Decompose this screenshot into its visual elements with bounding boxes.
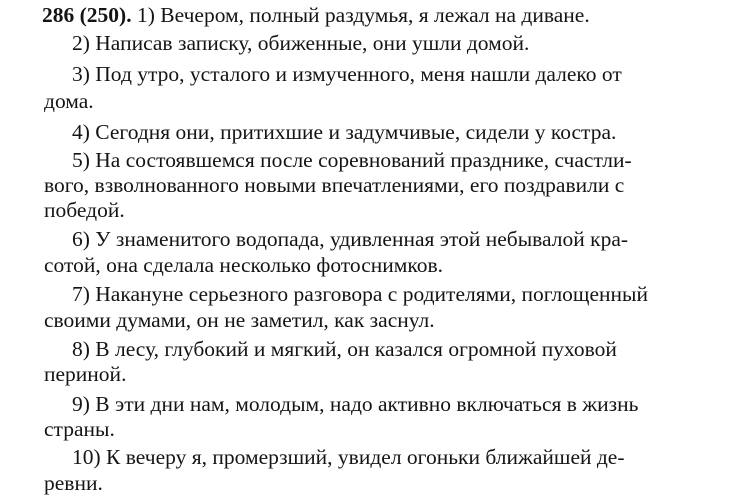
- item-5-line-1: 5) На состоявшемся после соревнований празднике, счастли-: [72, 148, 632, 172]
- item-7-line-2: своими думами, он не заметил, как заснул.: [44, 308, 435, 332]
- item-10-line-2: ревни.: [44, 471, 103, 495]
- item-7-line-1: 7) Накануне серьезного разговора с родителями, поглощенный: [72, 282, 648, 306]
- item-3-line-1: 3) Под утро, усталого и измученного, меня нашли далеко от: [72, 62, 622, 86]
- item-9-line-2: страны.: [44, 417, 115, 441]
- item-8-line-2: периной.: [44, 362, 127, 386]
- item-6-line-2: сотой, она сделала несколько фотоснимков.: [44, 253, 443, 277]
- item-1-text: 1) Вечером, полный раздумья, я лежал на диване.: [136, 3, 590, 27]
- item-6-line-1: 6) У знаменитого водопада, удивленная этой небывалой кра-: [72, 227, 629, 251]
- item-9-line-1: 9) В эти дни нам, молодым, надо активно включаться в жизнь: [72, 392, 639, 416]
- item-3-line-2: дома.: [44, 89, 94, 113]
- item-8-line-1: 8) В лесу, глубокий и мягкий, он казался огромной пуховой: [72, 337, 617, 361]
- item-5-line-2: вого, взволнованного новыми впечатлениями, его поздравили с: [44, 173, 625, 197]
- item-4-line-1: 4) Сегодня они, притихшие и задумчивые, сидели у костра.: [72, 120, 617, 144]
- item-10-line-1: 10) К вечеру я, промерзший, увидел огоньки ближайшей де-: [72, 445, 625, 469]
- item-2-line-1: 2) Написав записку, обиженные, они ушли домой.: [72, 31, 530, 55]
- exercise-number: 286 (250).: [42, 3, 132, 27]
- item-5-line-3: победой.: [44, 198, 125, 222]
- item-1-line-1: [42, 2, 590, 29]
